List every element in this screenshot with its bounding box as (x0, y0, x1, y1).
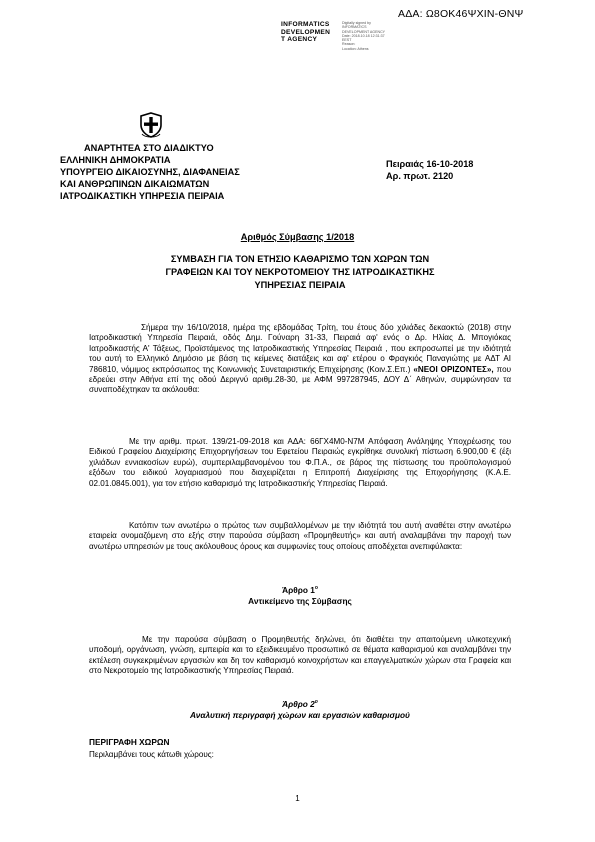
paragraph-text: Κατόπιν των ανωτέρω ο πρώτος των συμβαλλομένων με την ιδιότητά του αυτή αναθέτει στην ανωτέρω εταιρεία ονομαζόμενη στο εξής στην παρούσα σύμβαση «Προμηθευτής» και αυτή αναλαμβάνει την παροχή των ανωτέρω υπηρεσιών με τους ακόλουθους όρους και συμφωνίες τους οποίους αποδέχεται ανεπιφύλακτα: (89, 521, 511, 551)
title-line: ΓΡΑΦΕΙΩΝ ΚΑΙ ΤΟΥ ΝΕΚΡΟΤΟΜΕΙΟΥ ΤΗΣ ΙΑΤΡΟΔΙΚΑΣΤΙΚΗΣ (165, 267, 435, 277)
header-line: ΚΑΙ ΑΝΘΡΩΠΙΝΩΝ ΔΙΚΑΙΩΜΑΤΩΝ (60, 179, 210, 189)
watermark-subline: Reason: (342, 42, 356, 47)
watermark-line: T AGENCY (281, 36, 318, 44)
article-subtitle: Αναλυτική περιγραφή χώρων και εργασιών καθαρισμού (190, 709, 410, 720)
document-date: Πειραιάς 16-10-2018 (386, 159, 474, 169)
date-protocol (386, 158, 473, 182)
greek-emblem-icon (139, 112, 163, 138)
watermark-line: INFORMATICS (281, 21, 330, 28)
paragraph-budget (89, 437, 511, 489)
header-line: ΥΠΟΥΡΓΕΙΟ ΔΙΚΑΙΟΣΥΝΗΣ, ΔΙΑΦΑΝΕΙΑΣ (60, 167, 240, 177)
watermark-line: DEVELOPMEN (281, 28, 331, 36)
header-line: ΕΛΛΗΝΙΚΗ ΔΗΜΟΚΡΑΤΙΑ (60, 155, 171, 165)
article-1-heading (89, 583, 511, 607)
article-label: Άρθρο 2 (282, 698, 315, 709)
watermark-subline: EEST (342, 38, 352, 43)
paragraph-article-1 (89, 635, 511, 677)
watermark-subline: Location: Athens (342, 46, 369, 51)
watermark-subline: Date: 2018.10.18 12:31:37 (342, 33, 385, 38)
paragraph-assignment (89, 521, 511, 552)
paragraph-parties (89, 323, 511, 396)
signature-watermark (281, 21, 330, 44)
watermark-subline: Digitally signed by (342, 21, 371, 25)
article-subtitle: Αντικείμενο της Σύμβασης (248, 595, 352, 606)
spaces-intro: Περιλαμβάνει τους κάτωθι χώρους: (89, 750, 214, 759)
issuer-header (60, 142, 240, 202)
company-name: «ΝΕΟΙ ΟΡΙΖΟΝΤΕΣ», (413, 364, 494, 374)
paragraph-text: Με την παρούσα σύμβαση ο Προμηθευτής δηλώνει, ότι διαθέτει την απαιτούμενη υλικοτεχνική υποδομή, οργάνωση, γνώση, εμπειρία και το εξειδικευμένο προσωπικό σε θέματα καθαρισμού και αναλαμβάνει την εκτέλεση συγκεκριμένων εργασιών και δη τον καθαρισμό κοινοχρήστων και επαγγελματικών χώρων στα Γραφεία και στο Νεκροτομείο της Ιατροδικαστικής Υπηρεσίας Πειραιά. (89, 635, 511, 676)
spaces-heading: ΠΕΡΙΓΡΑΦΗ ΧΩΡΩΝ (89, 737, 170, 747)
document-title (120, 253, 480, 292)
title-line: ΣΥΜΒΑΣΗ ΓΙΑ ΤΟΝ ΕΤΗΣΙΟ ΚΑΘΑΡΙΣΜΟ ΤΩΝ ΧΩΡΩΝ ΤΩΝ (170, 254, 430, 264)
protocol-number: Αρ. πρωτ. 2120 (386, 171, 454, 181)
article-label: Άρθρο 1 (282, 584, 315, 595)
title-line: ΥΠΗΡΕΣΙΑΣ ΠΕΙΡΑΙΑ (254, 280, 346, 290)
watermark-subline: INFORMATICS (342, 25, 367, 30)
page-number: 1 (295, 794, 300, 803)
watermark-subline: DEVELOPMENT AGENCY (342, 29, 386, 34)
header-line: ΑΝΑΡΤΗΤΕΑ ΣΤΟ ΔΙΑΔΙΚΤΥΟ (84, 143, 214, 153)
header-line: ΙΑΤΡΟΔΙΚΑΣΤΙΚΗ ΥΠΗΡΕΣΙΑ ΠΕΙΡΑΙΑ (60, 191, 225, 201)
paragraph-text: Σήμερα την 16/10/2018, ημέρα της εβδομάδας Τρίτη, του έτους δύο χιλιάδες δεκαοκτώ (2018) στην Ιατροδικαστική Υπηρεσία Πειραιά, οδός Δημ. Γούναρη 31-33, Πειραιά αφ' ενός ο Δρ. Ηλίας Δ. Μπογιόκας Ιατροδικαστής Α' Τάξεως, Προϊστάμενος της Ιατροδικαστικής Υπηρεσίας Πειραιά , που εκπροσωπεί με την ιδιότητά του αυτή το Ελληνικό Δημόσιο με βάση τις κείμενες διατάξεις και αφ' ετέρου ο Φραγκιός Παναγιώτης με ΑΔΤ ΑΙ 786810, νόμιμος εκπρόσωπος της Κοινωνικής Συνεταιριστικής Επιχείρησης (Κοιν.Σ.Επ.) (89, 323, 511, 374)
article-sup: ο (314, 699, 318, 705)
signature-details (342, 21, 385, 51)
paragraph-text: που εδρεύει στην Αθήνα επί της οδού Δεριγνύ αριθμ.28-30, με ΑΦΜ 997287945, ΔΟΥ Δ΄ Αθηνών, συμφώνησαν τα συναποδέχτηκαν τα ακόλουθα: (89, 364, 511, 395)
article-sup: ο (314, 585, 318, 591)
paragraph-text: Με την αριθμ. πρωτ. 139/21-09-2018 και ΑΔΑ: 66ΓΧ4Μ0-Ν7Μ Απόφαση Ανάληψης Υποχρέωσης του Ειδικού Γραφείου Διαχείρισης Επιχορηγήσεων του Εφετείου Πειραιώς εγκρίθηκε συνολική πίστωση 6.900,00 € (έξι χιλιάδων εννιακοσίων ευρώ), συμπεριλαμβανομένου του Φ.Π.Α., σε βάρος της πίστωσης του προϋπολογισμού εξόδων του ειδικού λογαριασμού που διαχειρίζεται η Επιτροπή Διαχείρισης της Επιχορήγησης (Κ.Α.Ε. 02.01.0845.001), για τον ετήσιο καθαρισμό της Ιατροδικαστικής Υπηρεσίας Πειραιά. (89, 437, 511, 488)
contract-number: Αριθμός Σύμβασης 1/2018 (240, 232, 355, 242)
article-2-heading (89, 697, 511, 721)
ada-code: ΑΔΑ: Ω8ΟΚ46ΨΧΙΝ-ΘΝΨ (398, 8, 524, 20)
